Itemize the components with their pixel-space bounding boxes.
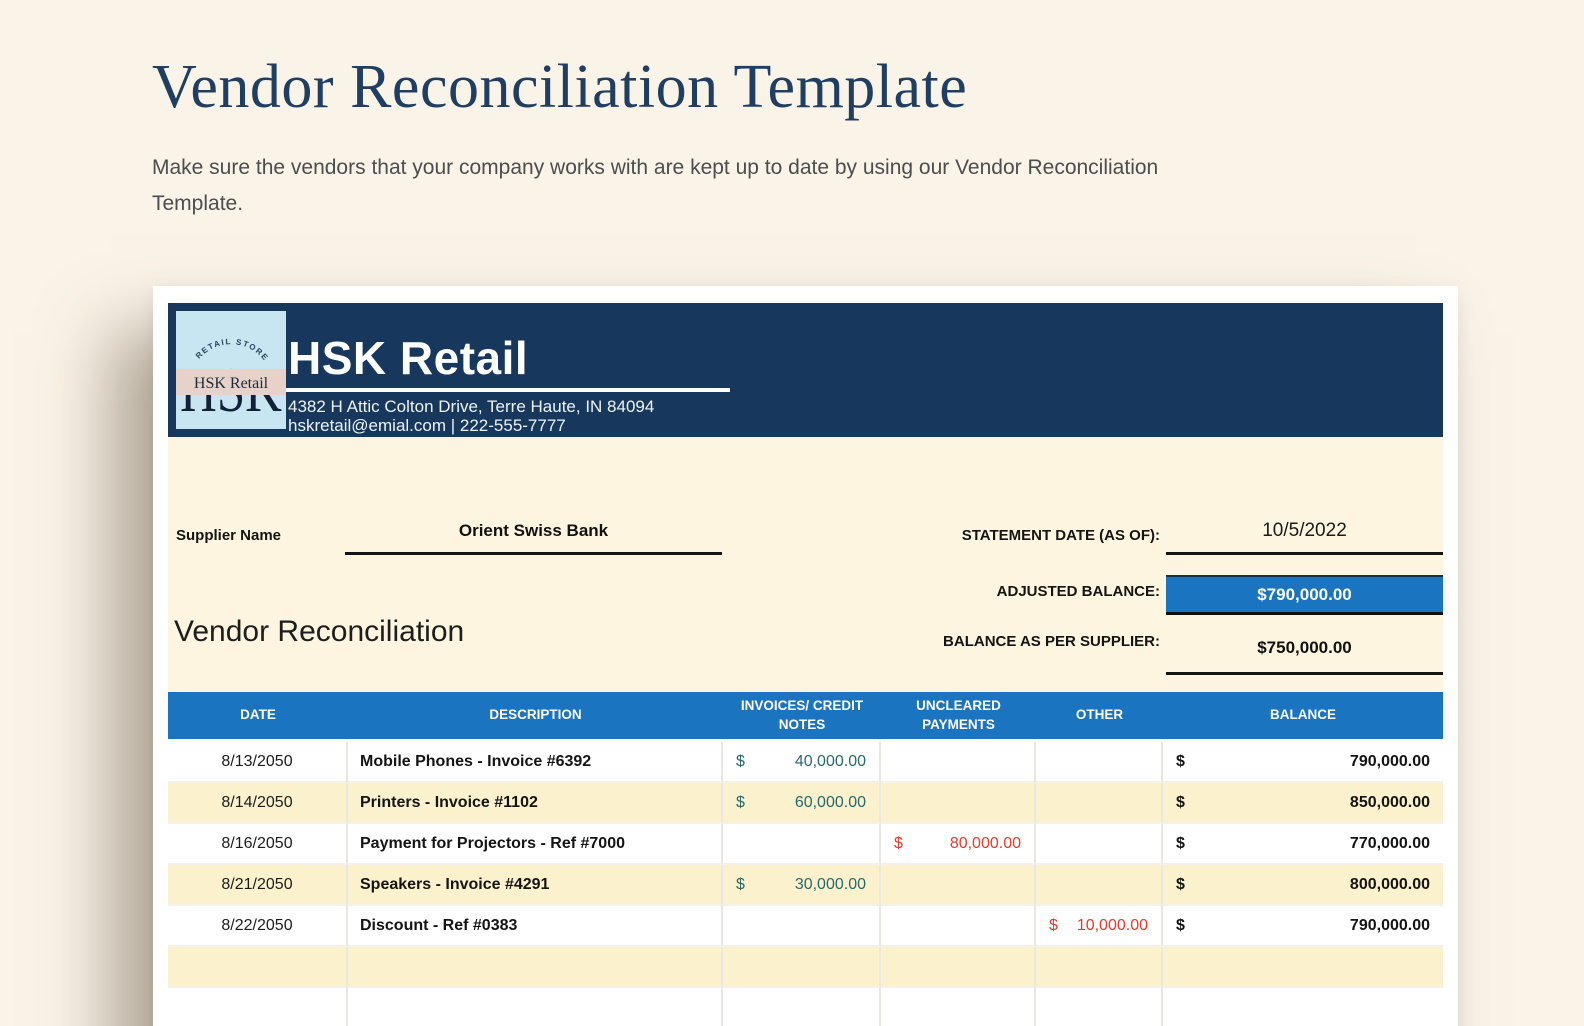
table-row [168,988,1443,1026]
statement-date-value: 10/5/2022 [1262,519,1347,541]
hsk-logo-icon [176,311,286,429]
currency-symbol: $ [1176,793,1185,811]
column-header-balance: BALANCE [1270,707,1336,723]
company-address: 4382 H Attic Colton Drive, Terre Haute, IN 84094 [288,397,655,416]
table-row [168,906,1443,947]
statement-date-field[interactable] [1166,509,1443,555]
cell-invoices[interactable] [723,824,881,865]
logo-arc-text: RETAIL STORE [193,337,271,363]
cell-other[interactable] [1036,865,1163,906]
adjusted-balance-field[interactable] [1166,575,1443,615]
amount: 30,000.00 [794,875,866,893]
company-info [288,332,730,436]
currency-symbol: $ [1176,752,1185,770]
cell-other[interactable] [1036,906,1163,947]
adjusted-balance-label: ADJUSTED BALANCE: [996,583,1160,600]
company-name: HSK Retail [288,332,529,384]
cell-description[interactable] [348,988,723,1026]
cell-balance[interactable] [1163,824,1443,865]
amount: 10,000.00 [1076,916,1148,934]
currency-symbol: $ [1176,875,1185,893]
cell-description[interactable] [348,947,723,988]
cell-balance[interactable] [1163,742,1443,783]
cell-date[interactable]: 8/13/2050 [168,742,348,783]
currency-symbol: $ [736,875,745,893]
cell-balance[interactable] [1163,988,1443,1026]
balance-per-supplier-label: BALANCE AS PER SUPPLIER: [943,633,1160,650]
table-row [168,865,1443,906]
cell-balance[interactable] [1163,906,1443,947]
currency-symbol: $ [1049,916,1058,934]
supplier-name-field[interactable] [345,509,722,555]
cell-date[interactable]: 8/21/2050 [168,865,348,906]
column-header-description: DESCRIPTION [489,707,582,723]
header-divider [286,388,730,392]
amount: 60,000.00 [794,793,866,811]
cell-date[interactable]: 8/14/2050 [168,783,348,824]
cell-invoices[interactable] [723,865,881,906]
supplier-name-label: Supplier Name [176,527,282,544]
adjusted-balance-value: $790,000.00 [1257,584,1352,604]
amount: 80,000.00 [949,834,1021,852]
balance-per-supplier-value: $750,000.00 [1257,637,1352,657]
cell-description[interactable]: Payment for Projectors - Ref #7000 [348,824,723,865]
table-row [168,742,1443,783]
statement-date-label: STATEMENT DATE (AS OF): [961,527,1160,544]
cell-uncleared[interactable] [881,865,1036,906]
amount: 850,000.00 [1349,793,1430,811]
currency-symbol: $ [1176,834,1185,852]
column-header-uncleared: UNCLEARED PAYMENTS [916,698,1001,732]
logo-band-text: HSK Retail [193,375,269,392]
amount: 40,000.00 [794,752,866,770]
statement-form [168,437,1443,692]
currency-symbol: $ [736,752,745,770]
cell-uncleared[interactable] [881,947,1036,988]
cell-date[interactable] [168,988,348,1026]
cell-date[interactable]: 8/16/2050 [168,824,348,865]
supplier-name-value: Orient Swiss Bank [458,520,609,540]
currency-symbol: $ [1176,916,1185,934]
company-logo [176,311,286,429]
cell-description[interactable]: Discount - Ref #0383 [348,906,723,947]
column-header-date: DATE [240,707,276,723]
cell-balance[interactable] [1163,865,1443,906]
cell-description[interactable]: Speakers - Invoice #4291 [348,865,723,906]
cell-date[interactable] [168,947,348,988]
table-row [168,783,1443,824]
table-row [168,947,1443,988]
amount: 770,000.00 [1349,834,1430,852]
cell-invoices[interactable] [723,742,881,783]
cell-description[interactable]: Printers - Invoice #1102 [348,783,723,824]
cell-uncleared[interactable] [881,988,1036,1026]
currency-symbol: $ [894,834,903,852]
cell-uncleared[interactable] [881,783,1036,824]
cell-invoices[interactable] [723,988,881,1026]
table-header-row [168,692,1443,742]
reconciliation-table [168,692,1443,1026]
cell-description[interactable]: Mobile Phones - Invoice #6392 [348,742,723,783]
column-header-other: OTHER [1075,707,1124,723]
cell-invoices[interactable] [723,906,881,947]
cell-invoices[interactable] [723,783,881,824]
table-row [168,824,1443,865]
amount: 790,000.00 [1349,752,1430,770]
column-header-invoices: INVOICES/ CREDIT NOTES [740,698,864,732]
cell-invoices[interactable] [723,947,881,988]
currency-symbol: $ [736,793,745,811]
company-header [168,303,1443,437]
cell-balance[interactable] [1163,947,1443,988]
cell-other[interactable] [1036,824,1163,865]
amount: 800,000.00 [1349,875,1430,893]
balance-per-supplier-field[interactable] [1166,623,1443,675]
amount: 790,000.00 [1349,916,1430,934]
page-title: Vendor Reconciliation Template [152,53,968,121]
cell-other[interactable] [1036,988,1163,1026]
cell-other[interactable] [1036,742,1163,783]
company-contact: hskretail@emial.com | 222-555-7777 [288,416,566,436]
document-card [153,286,1458,1026]
cell-uncleared[interactable] [881,906,1036,947]
cell-balance[interactable] [1163,783,1443,824]
cell-uncleared[interactable] [881,742,1036,783]
page-subtitle: Make sure the vendors that your company works with are kept up to date by using our Vendor Reconciliation Template. [152,156,1159,216]
cell-uncleared[interactable] [881,824,1036,865]
cell-other[interactable] [1036,783,1163,824]
cell-other[interactable] [1036,947,1163,988]
section-title: Vendor Reconciliation [174,615,465,648]
cell-date[interactable]: 8/22/2050 [168,906,348,947]
